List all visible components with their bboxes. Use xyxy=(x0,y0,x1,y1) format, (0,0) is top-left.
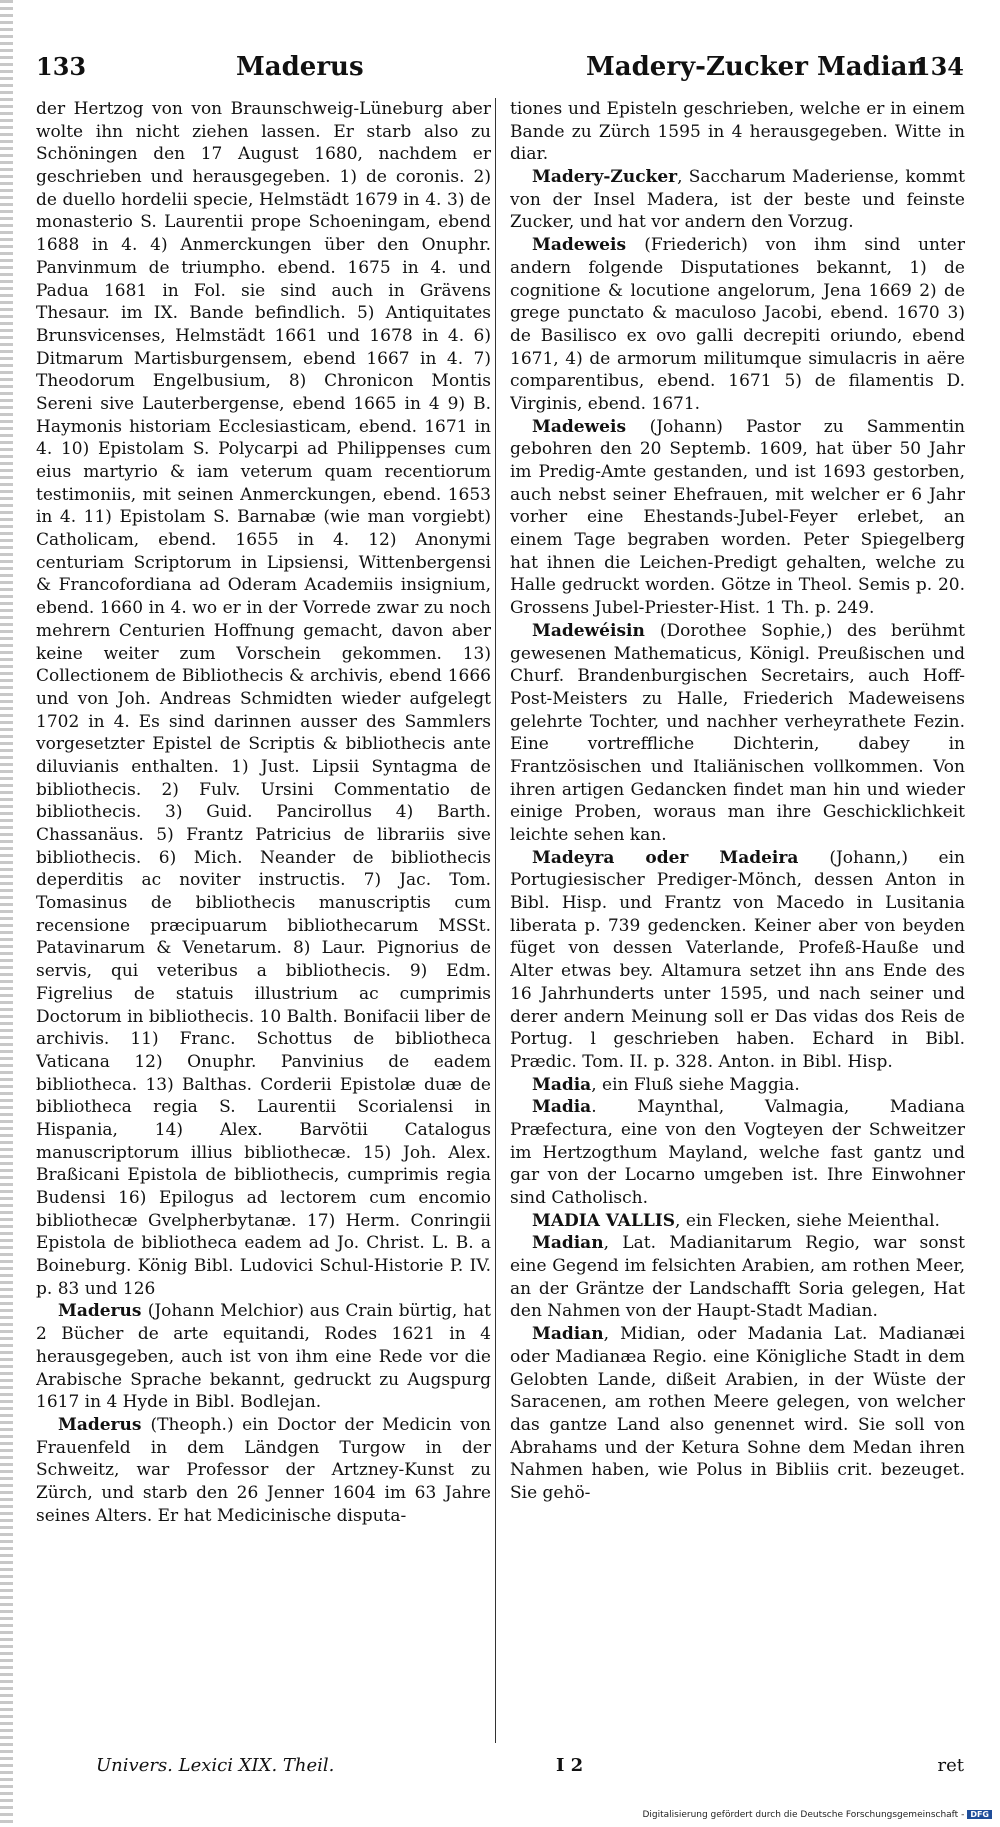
headword: Madian xyxy=(532,1233,604,1254)
entry-paragraph: Madian, Lat. Madianitarum Regio, war sonst eine Gegend im felsichten Arabien, am rothen Meer, an der Gräntze der Landschafft Soria gelegen, Hat den Nahmen von der Haupt-Stadt Madian. xyxy=(510,1233,965,1322)
headword: Madia xyxy=(532,1097,592,1118)
entry-paragraph: Maderus (Johann Melchior) aus Crain bürtig, hat 2 Bücher de arte equitandi, Rodes 1621 in 4 herausgegeben, auch ist von ihm eine Rede vor die Arabische Sprache bekannt, gedruckt zu Augspurg 1617 in 4 Hyde in Bibl. Bodlejan. xyxy=(36,1301,491,1413)
headword: MADIA VALLIS xyxy=(532,1210,676,1231)
credit-text: Digitalisierung gefördert durch die Deutsche Forschungsgemeinschaft - xyxy=(642,1810,965,1820)
headword: Maderus xyxy=(58,1301,148,1322)
entry-paragraph: Madia. Maynthal, Valmagia, Madiana Præfectura, eine von den Vogteyen der Schweitzer im Hertzogthum Mayland, welche fast gantz und gar von der Locarno umgeben ist. Ihre Einwohner sind Catholisch. xyxy=(510,1097,965,1208)
headword: Madeweis xyxy=(532,416,650,437)
page-number-right: 134 xyxy=(913,52,964,81)
entry-paragraph: Maderus (Theoph.) ein Doctor der Medicin von Frauenfeld in dem Ländgen Turgow in der Schweitz, war Professor der Artzney-Kunst zu Zürch, und starb den 26 Jenner 1604 im 63 Jahre seines Alters. Er hat Medicinische disputa- xyxy=(36,1414,491,1526)
entry-paragraph: Madeweis (Johann) Pastor zu Sammentin gebohren den 20 Septemb. 1609, hat über 50 Jahr im Predig-Amte gestanden, und ist 1693 gestorben, auch nebst seiner Ehefrauen, mit welcher er 6 Jahr vorher eine Ehestands-Jubel-Feyer erlebet, an einem Tage begraben worden. Peter Spiegelberg hat ihnen die Leichen-Predigt gehalten, welche zu Halle gedruckt worden. Götze in Theol. Semis p. 20. Grossens Jubel-Priester-Hist. 1 Th. p. 249. xyxy=(510,416,965,619)
headword: Madian xyxy=(532,1324,604,1345)
running-header xyxy=(36,52,964,92)
headword: Madewéisin xyxy=(532,620,660,641)
entry-paragraph: Madeweis (Friederich) von ihm sind unter andern folgende Disputationes bekannt, 1) de cognitione & locutione angelorum, Jena 1669 2) de grege punctato & maculoso Jacobi, ebend. 1670 3) de Basilisco ex ovo galli decrepiti oriundo, ebend 1671, 4) de armorum militumque simulacris in aëre comparentibus, ebend. 1671 5) de filamentis D. Virginis, ebend. 1671. xyxy=(510,235,965,414)
headword: Madeyra oder Madeira xyxy=(532,847,830,868)
page-edge-shadow xyxy=(0,0,13,1827)
column-divider xyxy=(495,98,496,1743)
left-column xyxy=(36,98,491,1746)
entry-paragraph: tiones und Episteln geschrieben, welche er in einem Bande zu Zürch 1595 in 4 herausgegeben. Witte in diar. xyxy=(510,99,965,165)
catchword-left: Maderus xyxy=(236,52,364,82)
dfg-logo: DFG xyxy=(967,1810,992,1819)
page-number-left: 133 xyxy=(36,52,87,81)
headword: Maderus xyxy=(58,1414,151,1435)
signature-mark: I 2 xyxy=(556,1755,584,1776)
headword: Madeweis xyxy=(532,235,645,256)
catchword: ret xyxy=(937,1755,964,1776)
entry-paragraph: der Hertzog von von Braunschweig-Lüneburg aber wolte ihn nicht ziehen lassen. Er starb also zu Schöningen den 17 August 1680, nachdem er geschrieben und herausgegeben. 1) de coronis. 2) de duello hordelii specie, Helmstädt 1679 in 4. 3) de monasterio S. Laurentii prope Schoeningam, ebend 1688 in 4. 4) Anmerckungen über den Onuphr. Panvinmum de triumpho. ebend. 1675 in 4. und Padua 1681 in Fol. sie sind auch in Grävens Thesaur. im IX. Bande befindlich. 5) Antiquitates Brunsvicenses, Helmstädt 1661 und 1678 in 4. 6) Ditmarum Martisburgensem, ebend 1667 in 4. 7) Theodorum Engelbusium, 8) Chronicon Montis Sereni sive Lauterbergense, ebend 1665 in 4 9) B. Haymonis historiam Ecclesiasticam, ebend. 1671 in 4. 10) Epistolam S. Polycarpi ad Philippenses cum eius martyrio & iam veterum quam recentiorum testimoniis, mit seinen Anmerckungen, ebend. 1653 in 4. 11) Epistolam S. Barnabæ (wie man vorgiebt) Catholicam, ebend. 1655 in 4. 12) Anonymi centuriam Scriptorum in Lipsiensi, Wittenbergensi & Francofordiana ad Oderam Academiis insignium, ebend. 1660 in 4. wo er in der Vorrede zwar zu noch mehrern Centurien Hoffnung gemacht, davon aber keine weiter zum Vorschein gekommen. 13) Collectionem de Bibliothecis & archivis, ebend 1666 und von Joh. Andreas Schmidten wieder aufgelegt 1702 in 4. Es sind darinnen ausser des Sammlers vorgesetzter Epistel de Scriptis & bibliothecis ante diluvianis enthalten. 1) Just. Lipsii Syntagma de bibliothecis. 2) Fulv. Ursini Commentatio de bibliothecis. 3) Guid. Pancirollus 4) Barth. Chassanäus. 5) Frantz Patricius de librariis sive bibliothecis. 6) Mich. Neander de bibliothecis deperditis ac noviter instructis. 7) Jac. Tom. Tomasinus de bibliothecis manuscriptis cum recensione præcipuarum bibliothecarum MSSt. Patavinarum & Venetarum. 8) Laur. Pignorius de servis, qui veteribus a bibliothecis. 9) Edm. Figrelius de statuis illustrium ac cumprimis Doctorum in bibliothecis. 10 Balth. Bonifacii liber de archivis. 11) Franc. Schottus de bibliotheca Vaticana 12) Onuphr. Panvinius de eadem bibliotheca. 13) Balthas. Corderii Epistolæ duæ de bibliotheca regia S. Laurentii Scorialensi in Hispania, 14) Alex. Barvötii Catalogus manuscriptorum illius bibliothecæ. 15) Joh. Alex. Braßicani Epistola de bibliothecis, cumprimis regia Budensi 16) Epilogus ad lectorem cum encomio bibliothecæ Gvelpherbytanæ. 17) Herm. Conringii Epistola de bibliotheca eadem ad Jo. Christ. L. B. a Boineburg. König Bibl. Ludovici Schul-Historie P. IV. p. 83 und 126 xyxy=(36,99,491,1299)
digitization-credit xyxy=(642,1810,992,1820)
entry-paragraph: Madia, ein Fluß siehe Maggia. xyxy=(532,1074,800,1095)
right-column xyxy=(510,98,965,1746)
catchword-right: Madery-Zucker Madian xyxy=(586,52,927,82)
signature-line: Univers. Lexici XIX. Theil. xyxy=(96,1755,335,1776)
entry-paragraph: Madery-Zucker, Saccharum Maderiense, kommt von der Insel Madera, ist der beste und feinste Zucker, und hat vor andern den Vorzug. xyxy=(510,167,965,233)
page-footer xyxy=(36,1755,964,1785)
entry-paragraph: MADIA VALLIS, ein Flecken, siehe Meienthal. xyxy=(532,1210,940,1231)
entry-paragraph: Madeyra oder Madeira (Johann,) ein Portugiesischer Prediger-Mönch, dessen Anton in Bibl. Hisp. und Frantz von Macedo in Lusitania liberata p. 739 gedencken. Keiner aber von beyden füget von dessen Vaterlande, Profeß-Hauße und Alter etwas bey. Altamura setzet ihn ans Ende des 16 Jahrhunderts unter 1595, und nach seiner und derer andern Meinung soll er Das vidas dos Reis de Portug. l geschrieben haben. Echard in Bibl. Prædic. Tom. II. p. 328. Anton. in Bibl. Hisp. xyxy=(510,847,965,1072)
headword: Madery-Zucker xyxy=(532,167,678,188)
headword: Madia xyxy=(532,1074,592,1095)
entry-paragraph: Madewéisin (Dorothee Sophie,) des berühmt gewesenen Mathematicus, Königl. Preußischen und Churf. Brandenburgischen Secretairs, auch Hoff-Post-Meisters zu Halle, Friederich Madeweisens gelehrte Tochter, und nachher verheyrathete Fezin. Eine vortreffliche Dichterin, dabey in Frantzösischen und Italiänischen vollkommen. Von ihren artigen Gedancken findet man hin und wieder einige Proben, woraus man ihre Geschicklichkeit leichte sehen kan. xyxy=(510,620,965,845)
entry-paragraph: Madian, Midian, oder Madania Lat. Madianæi oder Madianæa Regio. eine Königliche Stadt in dem Gelobten Lande, dißeit Arabien, in der Wüste der Saracenen, am rothen Meere gelegen, von welcher das gantze Land also genennet wird. Sie soll von Abrahams und der Ketura Sohne dem Medan ihren Nahmen haben, wie Polus in Bibliis crit. bezeuget. Sie gehö- xyxy=(510,1324,965,1503)
